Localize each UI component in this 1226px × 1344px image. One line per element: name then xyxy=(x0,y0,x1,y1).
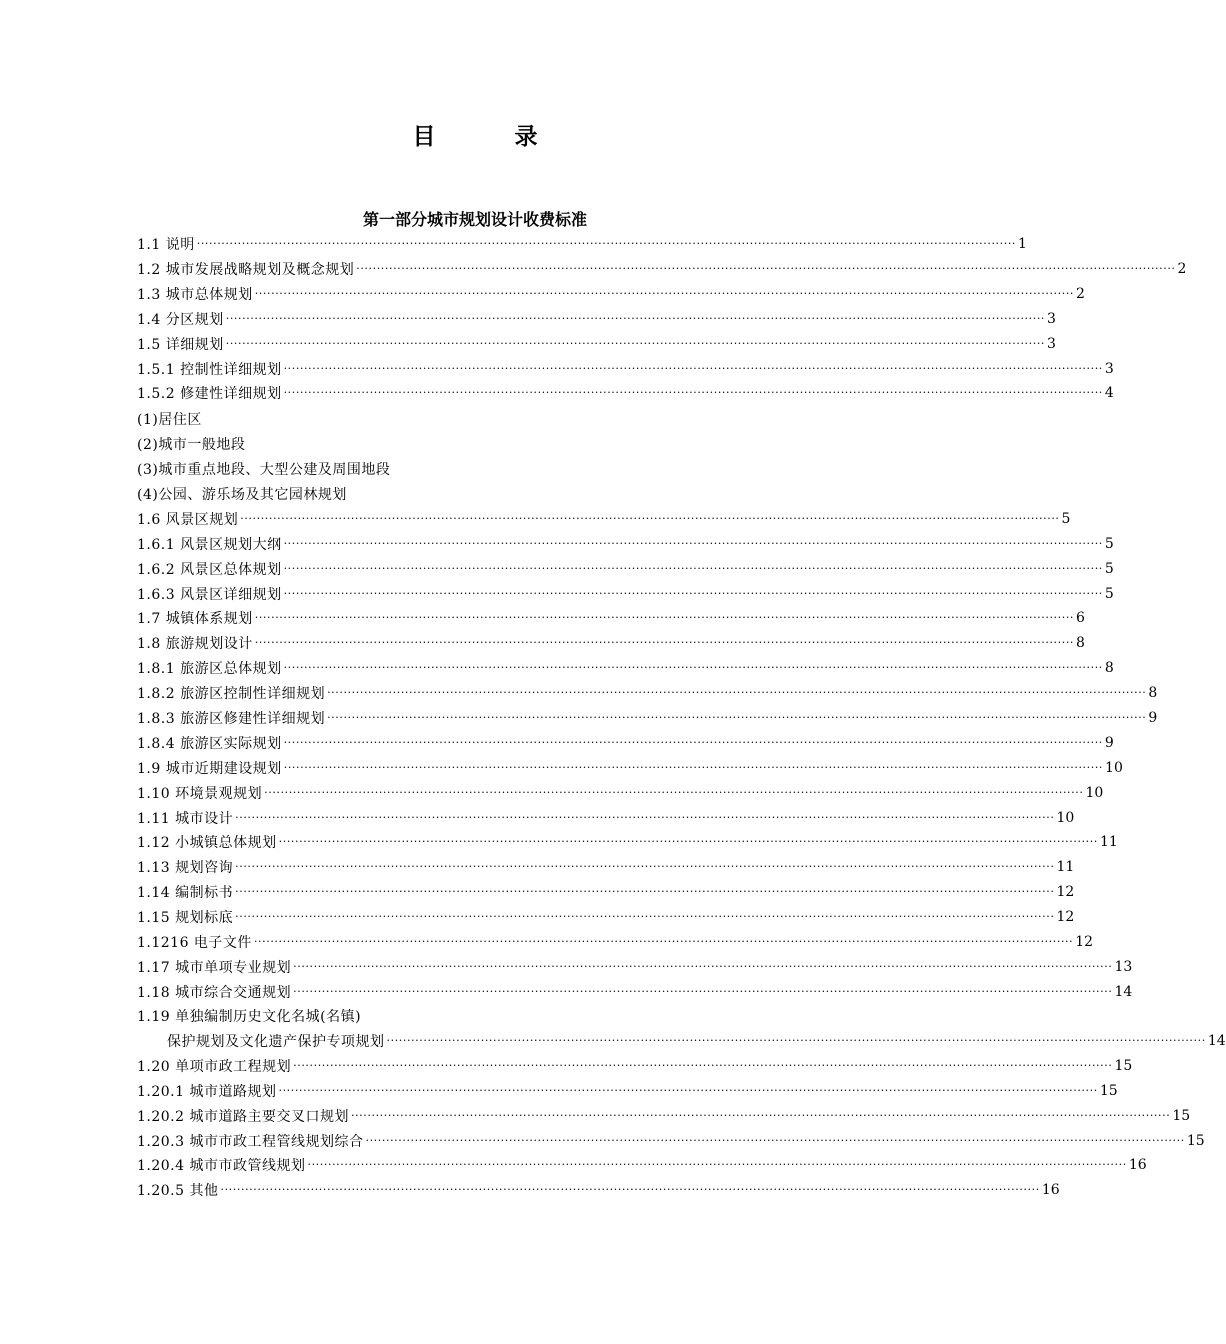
toc-leader-dots: ········································································································································································································ xyxy=(293,1059,1113,1072)
toc-entry[interactable] xyxy=(137,632,1085,654)
toc-leader-dots: ········································································································································································································ xyxy=(225,337,1046,350)
toc-entry-label: 1.8.3 旅游区修建性详细规划 xyxy=(137,711,326,727)
toc-leader-dots: ········································································································································································································ xyxy=(264,786,1084,799)
toc-entry[interactable] xyxy=(137,956,1133,978)
toc-entry[interactable] xyxy=(137,1105,1191,1127)
toc-entry-page: 13 xyxy=(1114,959,1133,975)
toc-entry-page: 9 xyxy=(1104,735,1114,751)
toc-entry[interactable] xyxy=(137,1055,1133,1077)
toc-entry-page: 16 xyxy=(1041,1182,1060,1198)
toc-entry-page: 5 xyxy=(1104,536,1114,552)
toc-entry-label: 1.8.4 旅游区实际规划 xyxy=(137,736,282,752)
toc-entry-page: 4 xyxy=(1104,385,1114,401)
toc-entry[interactable] xyxy=(137,1179,1060,1201)
toc-leader-dots: ········································································································································································································ xyxy=(196,237,1017,250)
toc-entry-label: 1.15 规划标底 xyxy=(137,910,234,926)
toc-entry-label: 1.3 城市总体规划 xyxy=(137,287,253,303)
toc-entry-page: 15 xyxy=(1099,1083,1118,1099)
toc-entry-page: 15 xyxy=(1114,1058,1133,1074)
toc-entry-page: 3 xyxy=(1047,336,1056,352)
toc-leader-dots: ········································································································································································································ xyxy=(254,611,1075,624)
toc-entry-label: 1.6.3 风景区详细规划 xyxy=(137,587,282,603)
toc-entry[interactable] xyxy=(137,333,1056,355)
toc-entry-page: 8 xyxy=(1104,660,1114,676)
toc-entry-label: (1)居住区 xyxy=(137,412,202,428)
toc-leader-dots: ········································································································································································································ xyxy=(283,736,1103,749)
toc-entry[interactable] xyxy=(137,931,1094,953)
toc-leader-dots: ········································································································································································································ xyxy=(278,835,1098,848)
toc-entry-label: 1.20.4 城市市政管线规划 xyxy=(137,1158,306,1174)
toc-entry-page: 15 xyxy=(1172,1108,1191,1124)
toc-entry-label: 1.20.1 城市道路规划 xyxy=(137,1084,277,1100)
toc-leader-dots: ········································································································································································································ xyxy=(283,362,1103,375)
toc-entry-page: 8 xyxy=(1148,685,1158,701)
toc-leader-dots: ········································································································································································································ xyxy=(253,935,1074,948)
toc-entry[interactable] xyxy=(137,533,1114,555)
toc-entry[interactable] xyxy=(137,258,1187,280)
toc-leader-dots: ········································································································································································································ xyxy=(235,860,1055,873)
toc-leader-dots: ········································································································································································································ xyxy=(240,512,1060,525)
toc-entry[interactable] xyxy=(137,906,1075,928)
toc-entry[interactable] xyxy=(137,881,1075,903)
toc-leader-dots: ········································································································································································································ xyxy=(327,686,1147,699)
toc-entry[interactable] xyxy=(137,782,1104,804)
toc-entry[interactable] xyxy=(137,732,1114,754)
toc-entry[interactable] xyxy=(137,308,1056,330)
toc-entry[interactable] xyxy=(137,483,804,505)
toc-entry[interactable] xyxy=(137,682,1158,704)
toc-entry[interactable] xyxy=(137,408,804,430)
toc-entry-page: 8 xyxy=(1076,635,1085,651)
toc-entry-label: 1.5.2 修建性详细规划 xyxy=(137,386,282,402)
toc-leader-dots: ········································································································································································································ xyxy=(356,262,1176,275)
toc-entry-page: 3 xyxy=(1047,311,1056,327)
toc-entry-page: 14 xyxy=(1207,1033,1226,1049)
toc-entry-page: 11 xyxy=(1056,859,1075,875)
toc-entry-label: (4)公园、游乐场及其它园林规划 xyxy=(137,487,347,503)
toc-entry-page: 12 xyxy=(1075,934,1094,950)
toc-entry[interactable] xyxy=(137,1080,1118,1102)
toc-entry-label: 1.1216 电子文件 xyxy=(137,935,252,951)
toc-entry[interactable] xyxy=(137,1154,1147,1176)
toc-entry-page: 10 xyxy=(1105,760,1123,776)
toc-entry[interactable] xyxy=(137,233,1027,255)
toc-entry[interactable] xyxy=(137,707,1158,729)
toc-entry[interactable] xyxy=(137,1005,804,1027)
toc-entry[interactable] xyxy=(137,558,1114,580)
toc-leader-dots: ········································································································································································································ xyxy=(293,960,1113,973)
toc-entry-page: 5 xyxy=(1104,561,1114,577)
toc-leader-dots: ········································································································································································································ xyxy=(283,562,1103,575)
toc-entry-page: 2 xyxy=(1076,286,1085,302)
toc-leader-dots: ········································································································································································································ xyxy=(283,761,1104,774)
toc-entry-label: 1.6.2 风景区总体规划 xyxy=(137,562,282,578)
toc-entry-label: 1.20.5 其他 xyxy=(137,1183,219,1199)
toc-entry-page: 14 xyxy=(1114,984,1133,1000)
toc-entry[interactable] xyxy=(137,358,1114,380)
page-title: 目 录 xyxy=(412,123,566,150)
toc-leader-dots: ········································································································································································································ xyxy=(327,711,1147,724)
toc-leader-dots: ········································································································································································································ xyxy=(283,386,1103,399)
toc-entry-page: 11 xyxy=(1099,834,1118,850)
toc-leader-dots: ········································································································································································································ xyxy=(254,636,1075,649)
toc-entry-page: 12 xyxy=(1056,884,1075,900)
toc-leader-dots: ········································································································································································································ xyxy=(254,287,1075,300)
toc-entry-page: 9 xyxy=(1148,710,1158,726)
toc-entry[interactable] xyxy=(137,607,1085,629)
toc-entry-label: 1.10 环境景观规划 xyxy=(137,786,263,802)
toc-entry-label: 1.6 风景区规划 xyxy=(137,512,239,528)
toc-entry-label: 保护规划及文化遗产保护专项规划 xyxy=(167,1034,385,1050)
toc-entry-page: 15 xyxy=(1186,1133,1205,1149)
toc-entry[interactable] xyxy=(167,1030,1226,1052)
toc-entry-label: 1.5 详细规划 xyxy=(137,337,224,353)
toc-leader-dots: ········································································································································································································ xyxy=(386,1034,1206,1047)
toc-entry[interactable] xyxy=(137,433,804,455)
toc-entry[interactable] xyxy=(137,657,1114,679)
toc-entry-label: 1.6.1 风景区规划大纲 xyxy=(137,537,282,553)
toc-entry-page: 10 xyxy=(1085,785,1104,801)
toc-entry-label: (3)城市重点地段、大型公建及周围地段 xyxy=(137,462,391,478)
toc-leader-dots: ········································································································································································································ xyxy=(235,811,1055,824)
toc-entry[interactable] xyxy=(137,283,1085,305)
toc-entry-label: 1.2 城市发展战略规划及概念规划 xyxy=(137,262,355,278)
section-heading: 第一部分城市规划设计收费标准 xyxy=(362,210,587,229)
toc-entry[interactable] xyxy=(137,807,1075,829)
toc-leader-dots: ········································································································································································································ xyxy=(293,985,1113,998)
toc-entry[interactable] xyxy=(137,583,1114,605)
toc-entry[interactable] xyxy=(137,757,1123,779)
toc-leader-dots: ········································································································································································································ xyxy=(365,1134,1185,1147)
toc-entry[interactable] xyxy=(137,831,1118,853)
toc-entry-label: 1.8.2 旅游区控制性详细规划 xyxy=(137,686,326,702)
toc-entry-page: 16 xyxy=(1128,1157,1147,1173)
toc-leader-dots: ········································································································································································································ xyxy=(235,910,1055,923)
toc-entry-label: 1.5.1 控制性详细规划 xyxy=(137,362,282,378)
toc-entry-label: 1.20.2 城市道路主要交叉口规划 xyxy=(137,1109,349,1125)
toc-entry-label: 1.20.3 城市市政工程管线规划综合 xyxy=(137,1134,364,1150)
toc-entry-page: 5 xyxy=(1104,586,1114,602)
toc-leader-dots: ········································································································································································································ xyxy=(283,661,1103,674)
toc-entry-label: 1.12 小城镇总体规划 xyxy=(137,835,277,851)
toc-entry-label: 1.8 旅游规划设计 xyxy=(137,636,253,652)
toc-entry-label: 1.4 分区规划 xyxy=(137,312,224,328)
toc-entry-page: 1 xyxy=(1018,236,1027,252)
toc-entry[interactable] xyxy=(137,458,804,480)
toc-entry-label: 1.19 单独编制历史文化名城(名镇) xyxy=(137,1009,362,1025)
toc-entry-page: 10 xyxy=(1056,810,1075,826)
toc-entry-page: 6 xyxy=(1076,610,1085,626)
toc-entry-page: 2 xyxy=(1177,261,1187,277)
toc-leader-dots: ········································································································································································································ xyxy=(307,1158,1127,1171)
toc-entry-label: 1.7 城镇体系规划 xyxy=(137,611,253,627)
toc-entry-label: (2)城市一般地段 xyxy=(137,437,246,453)
toc-entry-label: 1.18 城市综合交通规划 xyxy=(137,985,292,1001)
toc-entry-page: 5 xyxy=(1061,511,1071,527)
toc-entry-label: 1.9 城市近期建设规划 xyxy=(137,761,282,777)
toc-leader-dots: ········································································································································································································ xyxy=(350,1109,1171,1122)
toc-leader-dots: ········································································································································································································ xyxy=(278,1084,1098,1097)
toc-entry[interactable] xyxy=(137,508,1071,530)
toc-leader-dots: ········································································································································································································ xyxy=(283,587,1103,600)
toc-entry-label: 1.1 说明 xyxy=(137,237,195,253)
toc-entry-label: 1.13 规划咨询 xyxy=(137,860,234,876)
toc-entry-label: 1.8.1 旅游区总体规划 xyxy=(137,661,282,677)
toc-entry-label: 1.17 城市单项专业规划 xyxy=(137,960,292,976)
toc-entry[interactable] xyxy=(137,856,1075,878)
toc-entry-label: 1.14 编制标书 xyxy=(137,885,234,901)
toc-entry[interactable] xyxy=(137,1130,1205,1152)
toc-entry-label: 1.20 单项市政工程规划 xyxy=(137,1059,292,1075)
toc-entry[interactable] xyxy=(137,981,1133,1003)
toc-leader-dots: ········································································································································································································ xyxy=(283,537,1103,550)
toc-leader-dots: ········································································································································································································ xyxy=(235,885,1055,898)
toc-entry-label: 1.11 城市设计 xyxy=(137,811,234,827)
toc-entry-page: 3 xyxy=(1104,361,1114,377)
toc-leader-dots: ········································································································································································································ xyxy=(225,312,1046,325)
toc-entry-page: 12 xyxy=(1056,909,1075,925)
toc-leader-dots: ········································································································································································································ xyxy=(220,1183,1040,1196)
toc-entry[interactable] xyxy=(137,382,1114,404)
